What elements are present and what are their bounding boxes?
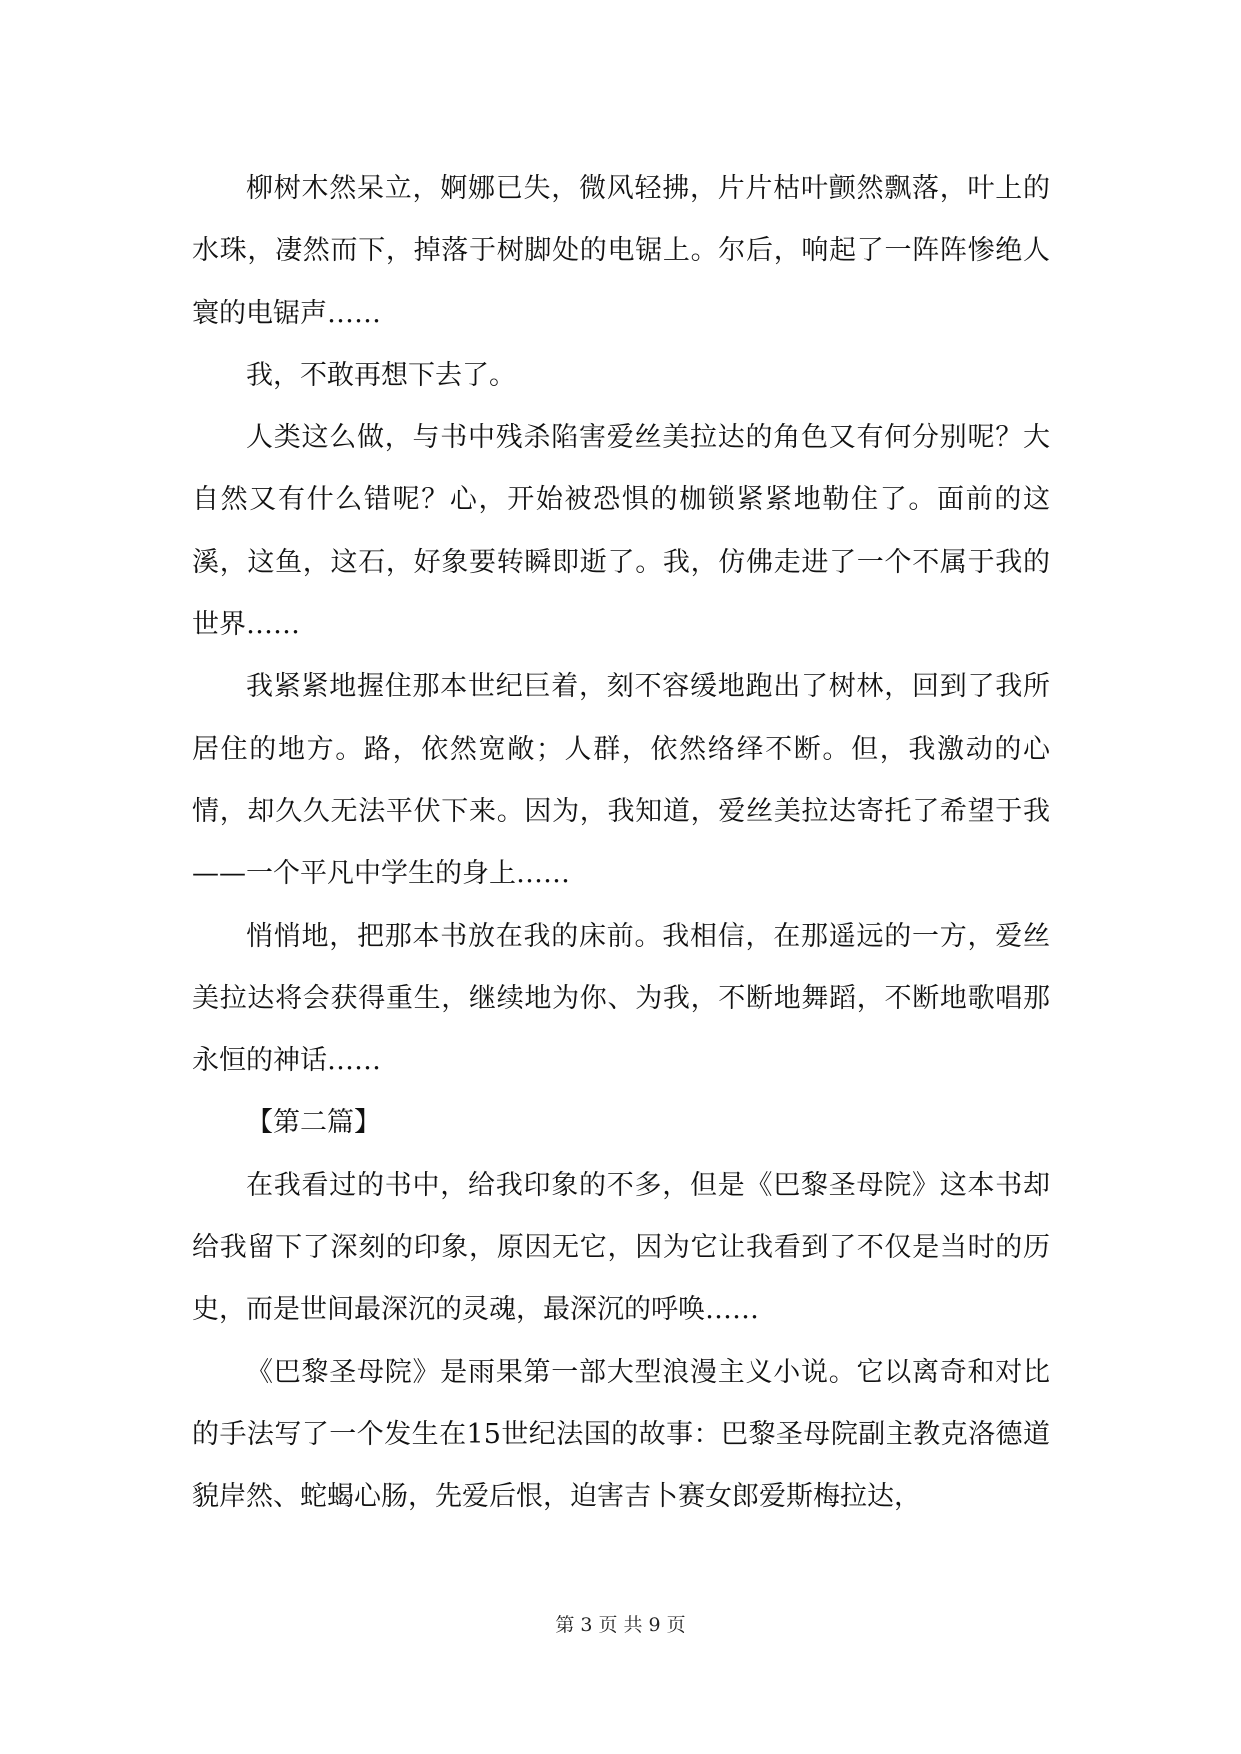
paragraph: 《巴黎圣母院》是雨果第一部大型浪漫主义小说。它以离奇和对比的手法写了一个发生在15世纪法国的故事：巴黎圣母院副主教克洛德道貌岸然、蛇蝎心肠，先爱后恨，迫害吉卜赛女郎爱斯梅拉达， [192, 1356, 1050, 1513]
paragraph: 我，不敢再想下去了。 [246, 359, 516, 391]
paragraph: 我紧紧地握住那本世纪巨着，刻不容缓地跑出了树林，回到了我所居住的地方。路，依然宽敞；人群，依然络绎不断。但，我激动的心情，却久久无法平伏下来。因为，我知道，爱丝美拉达寄托了希望于我——一个平凡中学生的身上…… [192, 671, 1050, 890]
paragraph: 在我看过的书中，给我印象的不多，但是《巴黎圣母院》这本书却给我留下了深刻的印象，原因无它，因为它让我看到了不仅是当时的历史，而是世间最深沉的灵魂，最深沉的呼唤…… [192, 1169, 1050, 1326]
page-body [192, 158, 1050, 1529]
paragraph: 柳树木然呆立，婀娜已失，微风轻拂，片片枯叶颤然飘落，叶上的水珠，凄然而下，掉落于树脚处的电锯上。尔后，响起了一阵阵惨绝人寰的电锯声…… [192, 173, 1050, 329]
paragraph: 人类这么做，与书中残杀陷害爱丝美拉达的角色又有何分别呢？大自然又有什么错呢？心，开始被恐惧的枷锁紧紧地勒住了。面前的这溪，这鱼，这石，好象要转瞬即逝了。我，仿佛走进了一个不属于我的世界…… [192, 422, 1050, 641]
paragraph: 悄悄地，把那本书放在我的床前。我相信，在那遥远的一方，爱丝美拉达将会获得重生，继续地为你、为我，不断地舞蹈，不断地歌唱那永恒的神话…… [192, 920, 1050, 1077]
page-number-footer: 第 3 页 共 9 页 [555, 1614, 686, 1636]
section-heading: 【第二篇】 [246, 1107, 381, 1139]
